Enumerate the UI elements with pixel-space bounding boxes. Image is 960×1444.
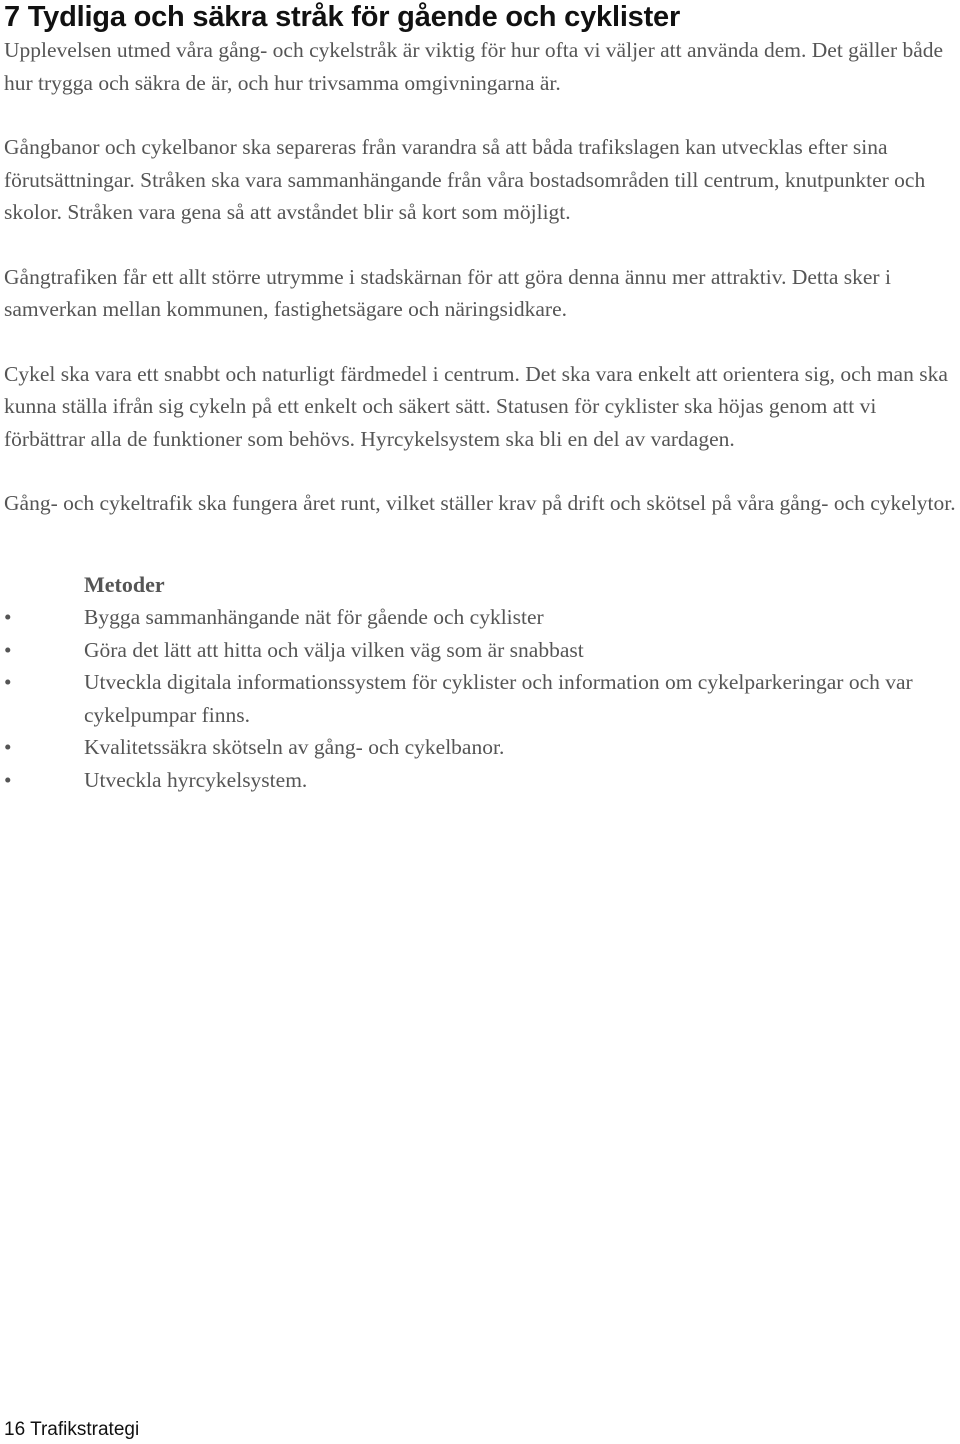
list-item [4, 764, 956, 797]
list-item [4, 731, 956, 764]
bullet-icon: • [4, 605, 12, 629]
bullet-icon: • [4, 767, 12, 792]
page-footer: 16 Trafikstrategi [4, 1419, 140, 1440]
paragraph-pedestrian-traffic: Gångtrafiken får ett allt större utrymme i stadskärnan för att göra denna ännu mer attraktiv. Detta sker i samverkan mellan kommunen, fastighetsägare och näringsidkare. [4, 264, 891, 321]
list-item [4, 666, 956, 731]
bullet-icon: • [4, 670, 12, 694]
paragraph-year-round: Gång- och cykeltrafik ska fungera året runt, vilket ställer krav på drift och skötsel på våra gång- och cykelytor. [4, 491, 956, 515]
list-item-text: Utveckla hyrcykelsystem. [84, 767, 308, 792]
paragraph-cycling: Cykel ska vara ett snabbt och naturligt färdmedel i centrum. Det ska vara enkelt att orientera sig, och man ska kunna ställa ifrån sig cykeln på ett enkelt och säkert sätt. Statusen för cyklister ska höjas genom att vi förbättrar alla de funktioner som behövs. Hyrcykelsystem ska bli en del av vardagen. [4, 361, 948, 451]
list-item-text: Göra det lätt att hitta och välja vilken väg som är snabbast [84, 637, 584, 662]
list-item-text: Bygga sammanhängande nät för gående och cyklister [84, 605, 544, 629]
bullet-icon: • [4, 735, 12, 759]
methods-title: Metoder [84, 571, 165, 597]
document-page [4, 0, 956, 796]
list-item-text: Kvalitetssäkra skötseln av gång- och cykelbanor. [84, 735, 505, 759]
methods-section [4, 569, 956, 797]
paragraph-intro: Upplevelsen utmed våra gång- och cykelstråk är viktig för hur ofta vi väljer att använda dem. Det gäller både hur trygga och säkra de är, och hur trivsamma omgivningarna är. [4, 38, 944, 95]
bullet-icon: • [4, 637, 12, 662]
paragraph-separation: Gångbanor och cykelbanor ska separeras från varandra så att båda trafikslagen kan utvecklas efter sina förutsättningar. Stråken ska vara sammanhängande från våra bostadsområden till centrum, knutpunkter och skolor. Stråken vara gena så att avståndet blir så kort som möjligt. [4, 135, 926, 224]
list-item [4, 634, 956, 667]
list-item-text: Utveckla digitala informationssystem för cyklister och information om cykelparkeringar och var cykelpumpar finns. [84, 670, 913, 727]
list-item [4, 601, 956, 634]
methods-list [4, 601, 956, 796]
section-heading: 7 Tydliga och säkra stråk för gående och cyklister [4, 1, 681, 33]
